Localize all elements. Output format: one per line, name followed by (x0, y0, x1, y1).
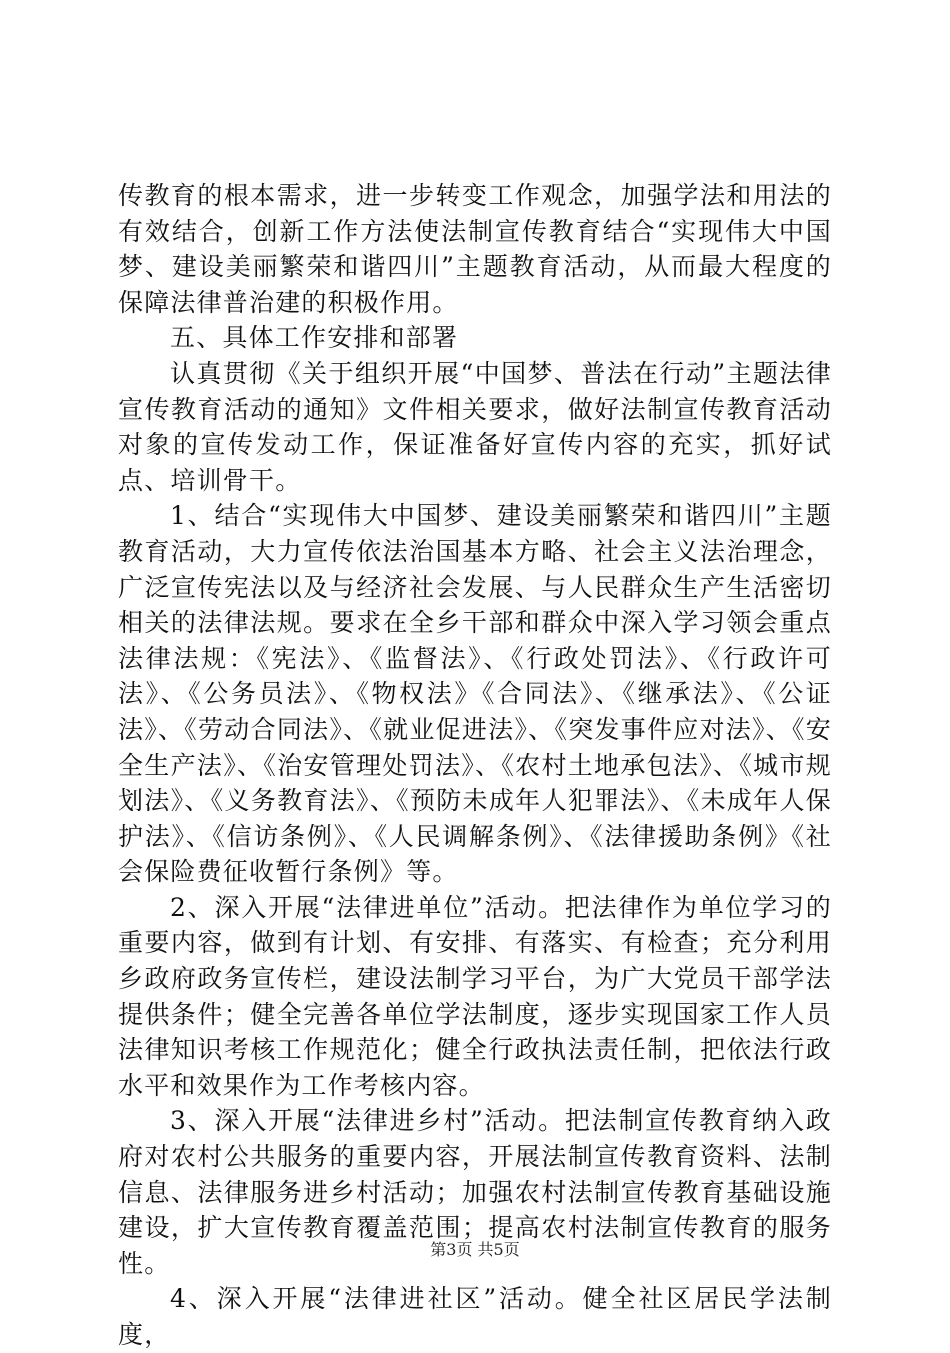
paragraph-continuation: 传教育的根本需求，进一步转变工作观念，加强学法和用法的有效结合，创新工作方法使法制宣传教育结合“实现伟大中国梦、建设美丽繁荣和谐四川”主题教育活动，从而最大程度的保障法律普治建的积极作用。 (118, 181, 832, 317)
paragraph-item-1: 1、结合“实现伟大中国梦、建设美丽繁荣和谐四川”主题教育活动，大力宣传依法治国基本方略、社会主义法治理念，广泛宣传宪法以及与经济社会发展、与人民群众生产生活密切相关的法律法规。要求在全乡干部和群众中深入学习领会重点法律法规：《宪法》、《监督法》、《行政处罚法》、《行政许可法》、《公务员法》、《物权法》《合同法》、《继承法》、《公证法》、《劳动合同法》、《就业促进法》、《突发事件应对法》、《安全生产法》、《治安管理处罚法》、《农村土地承包法》、《城市规划法》、《义务教育法》、《预防未成年人犯罪法》、《未成年人保护法》、《信访条例》、《人民调解条例》、《法律援助条例》《社会保险费征收暂行条例》等。 (118, 501, 832, 887)
paragraph-item-2: 2、深入开展“法律进单位”活动。把法律作为单位学习的重要内容，做到有计划、有安排、有落实、有检查；充分利用乡政府政务宣传栏，建设法制学习平台，为广大党员干部学法提供条件；健全完善各单位学法制度，逐步实现国家工作人员法律知识考核工作规范化；健全行政执法责任制，把依法行政水平和效果作为工作考核内容。 (118, 892, 832, 1100)
page-number-footer: 第3页 共5页 (430, 1240, 520, 1259)
paragraph-item-3: 3、深入开展“法律进乡村”活动。把法制宣传教育纳入政府对农村公共服务的重要内容，开展法制宣传教育资料、法制信息、法律服务进乡村活动；加强农村法制宣传教育基础设施建设，扩大宣传教育覆盖范围；提高农村法制宣传教育的服务性。 (118, 1106, 832, 1278)
document-body (118, 178, 832, 1353)
paragraph-item-4: 4、深入开展“法律进社区”活动。健全社区居民学法制度， (118, 1284, 832, 1349)
section-heading: 五、具体工作安排和部署 (170, 323, 459, 353)
paragraph-intro: 认真贯彻《关于组织开展“中国梦、普法在行动”主题法律宣传教育活动的通知》文件相关要求，做好法制宣传教育活动对象的宣传发动工作，保证准备好宣传内容的充实，抓好试点、培训骨干。 (118, 358, 832, 495)
